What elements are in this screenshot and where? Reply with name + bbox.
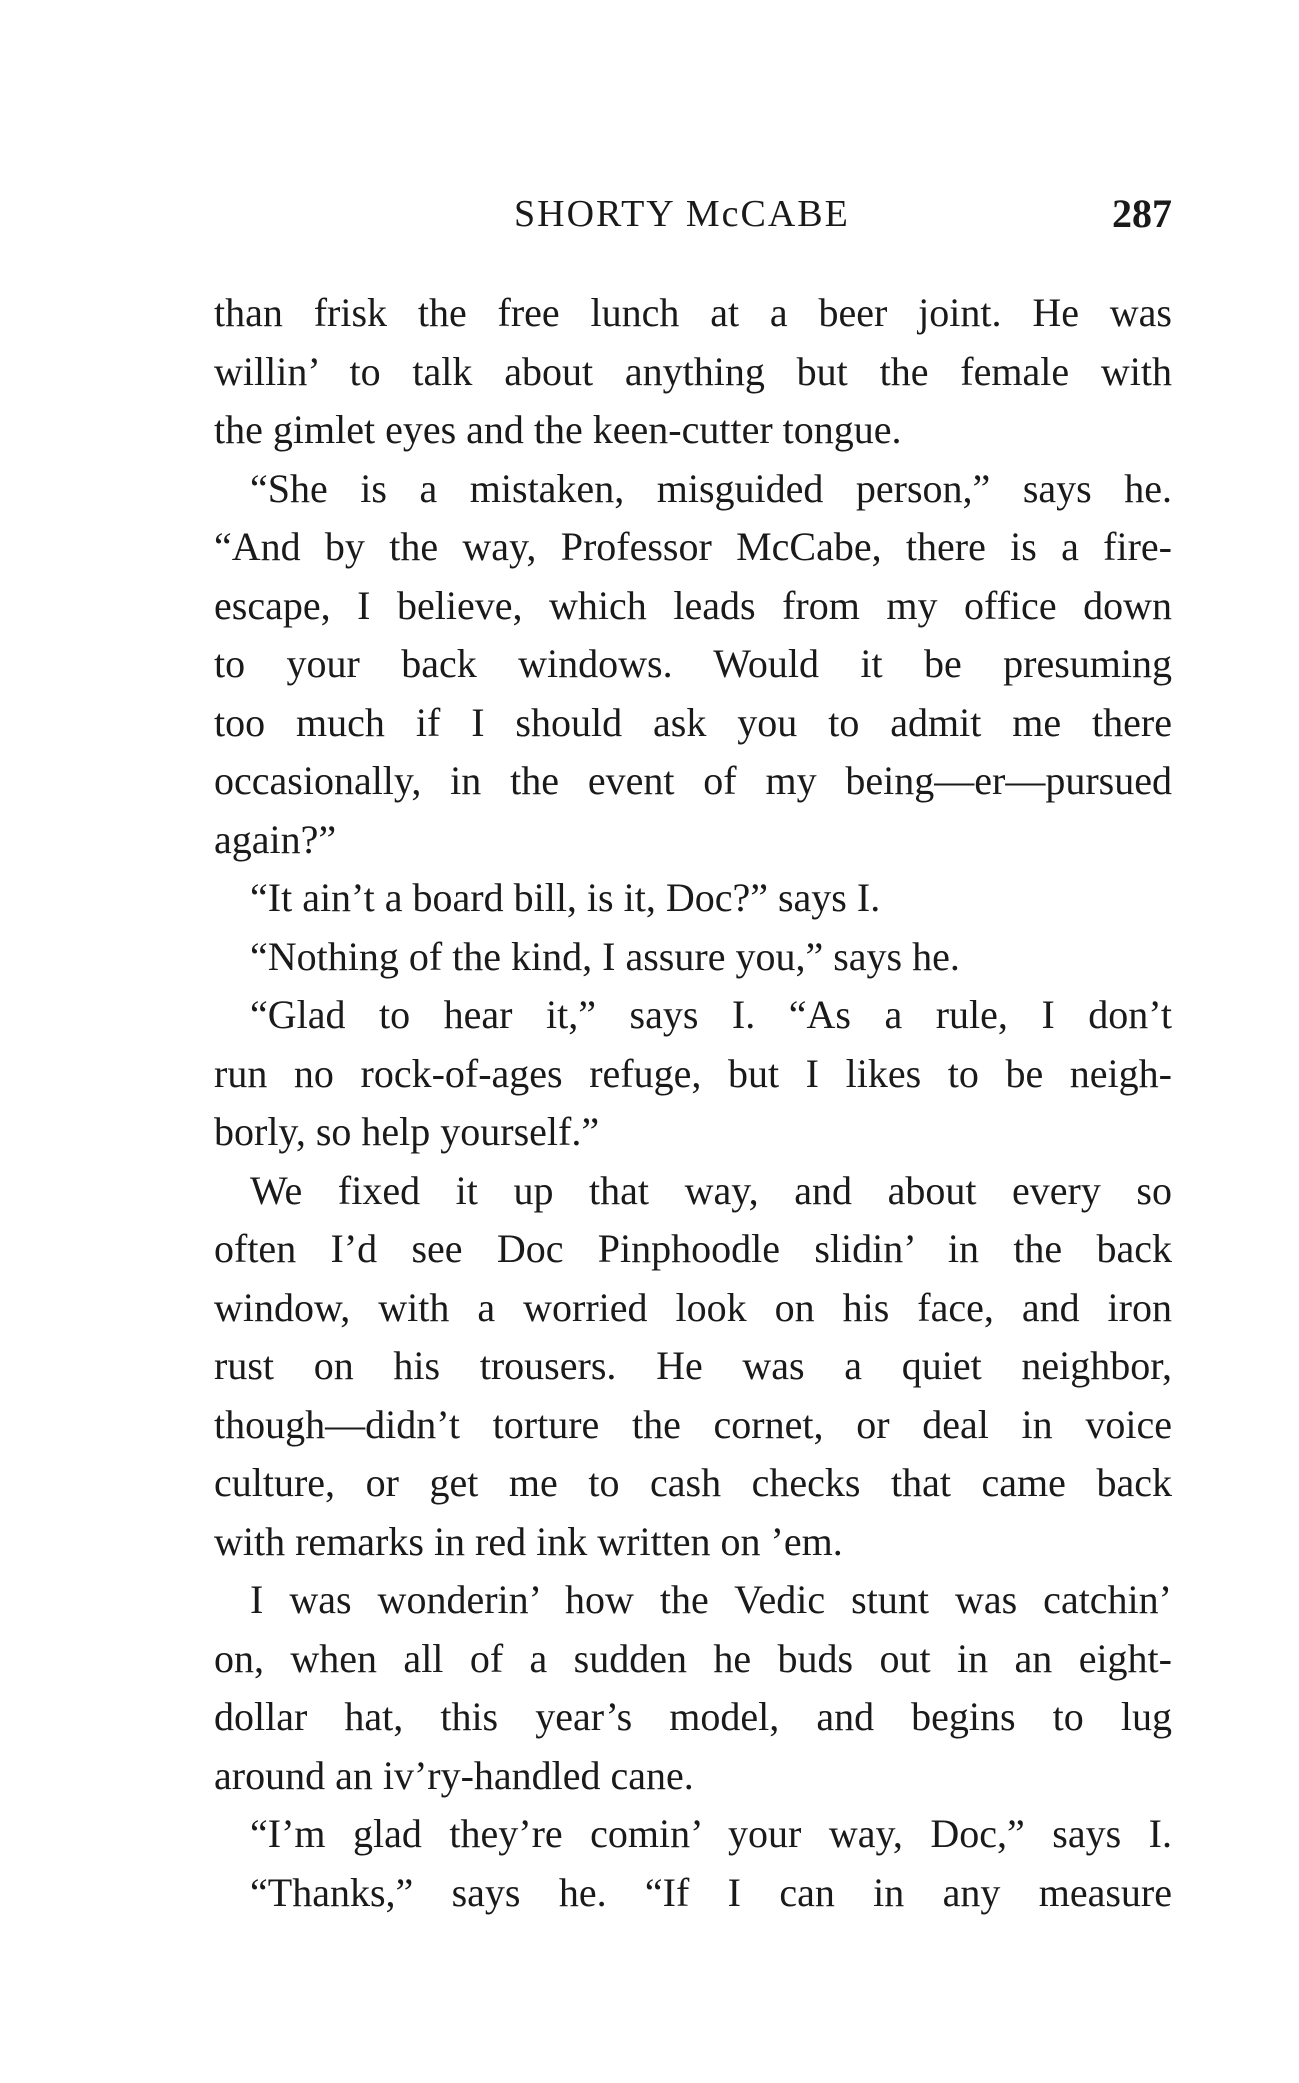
text-line: to your back windows. Would it be presuming xyxy=(214,641,1172,686)
text-line: “She is a mistaken, misguided person,” says he. xyxy=(250,465,1172,511)
text-line: dollar hat, this year’s model, and begins to lug xyxy=(214,1694,1172,1739)
text-line: We fixed it up that way, and about every so xyxy=(250,1167,1172,1213)
text-line: though—didn’t torture the cornet, or deal in voice xyxy=(214,1401,1172,1447)
text-line: “Glad to hear it,” says I. “As a rule, I don’t xyxy=(250,992,1172,1037)
body-text xyxy=(214,284,1172,1922)
text-line: with remarks in red ink written on ’em. xyxy=(214,1518,843,1564)
text-line: occasionally, in the event of my being—er—pursued xyxy=(214,758,1172,803)
text-line: “And by the way, Professor McCabe, there is a fire- xyxy=(214,524,1172,569)
text-line: on, when all of a sudden he buds out in an eight- xyxy=(214,1635,1172,1681)
text-line: willin’ to talk about anything but the female with xyxy=(214,348,1172,394)
running-title: SHORTY McCABE xyxy=(514,193,850,235)
text-line: “Nothing of the kind, I assure you,” says he. xyxy=(250,933,960,979)
text-line: often I’d see Doc Pinphoodle slidin’ in the back xyxy=(214,1226,1172,1271)
text-line: I was wonderin’ how the Vedic stunt was catchin’ xyxy=(250,1577,1172,1622)
text-line: than frisk the free lunch at a beer joint. He was xyxy=(214,290,1172,335)
text-line: window, with a worried look on his face, and iron xyxy=(214,1284,1172,1330)
text-line: escape, I believe, which leads from my office down xyxy=(214,582,1172,628)
text-line: rust on his trousers. He was a quiet neighbor, xyxy=(214,1343,1172,1388)
running-head xyxy=(214,192,1172,242)
text-line: too much if I should ask you to admit me there xyxy=(214,699,1172,745)
text-line: run no rock-of-ages refuge, but I likes to be neigh- xyxy=(214,1050,1172,1096)
text-line: borly, so help yourself.” xyxy=(214,1109,600,1154)
page-number: 287 xyxy=(1112,191,1172,236)
text-line: culture, or get me to cash checks that came back xyxy=(214,1460,1172,1505)
text-line: the gimlet eyes and the keen-cutter tongue. xyxy=(214,407,902,452)
text-line: “It ain’t a board bill, is it, Doc?” says I. xyxy=(250,875,881,920)
text-line: around an iv’ry-handled cane. xyxy=(214,1752,694,1798)
text-line: “I’m glad they’re comin’ your way, Doc,” says I. xyxy=(250,1811,1172,1856)
text-line: again?” xyxy=(214,816,337,862)
text-line: “Thanks,” says he. “If I can in any measure xyxy=(250,1869,1172,1915)
